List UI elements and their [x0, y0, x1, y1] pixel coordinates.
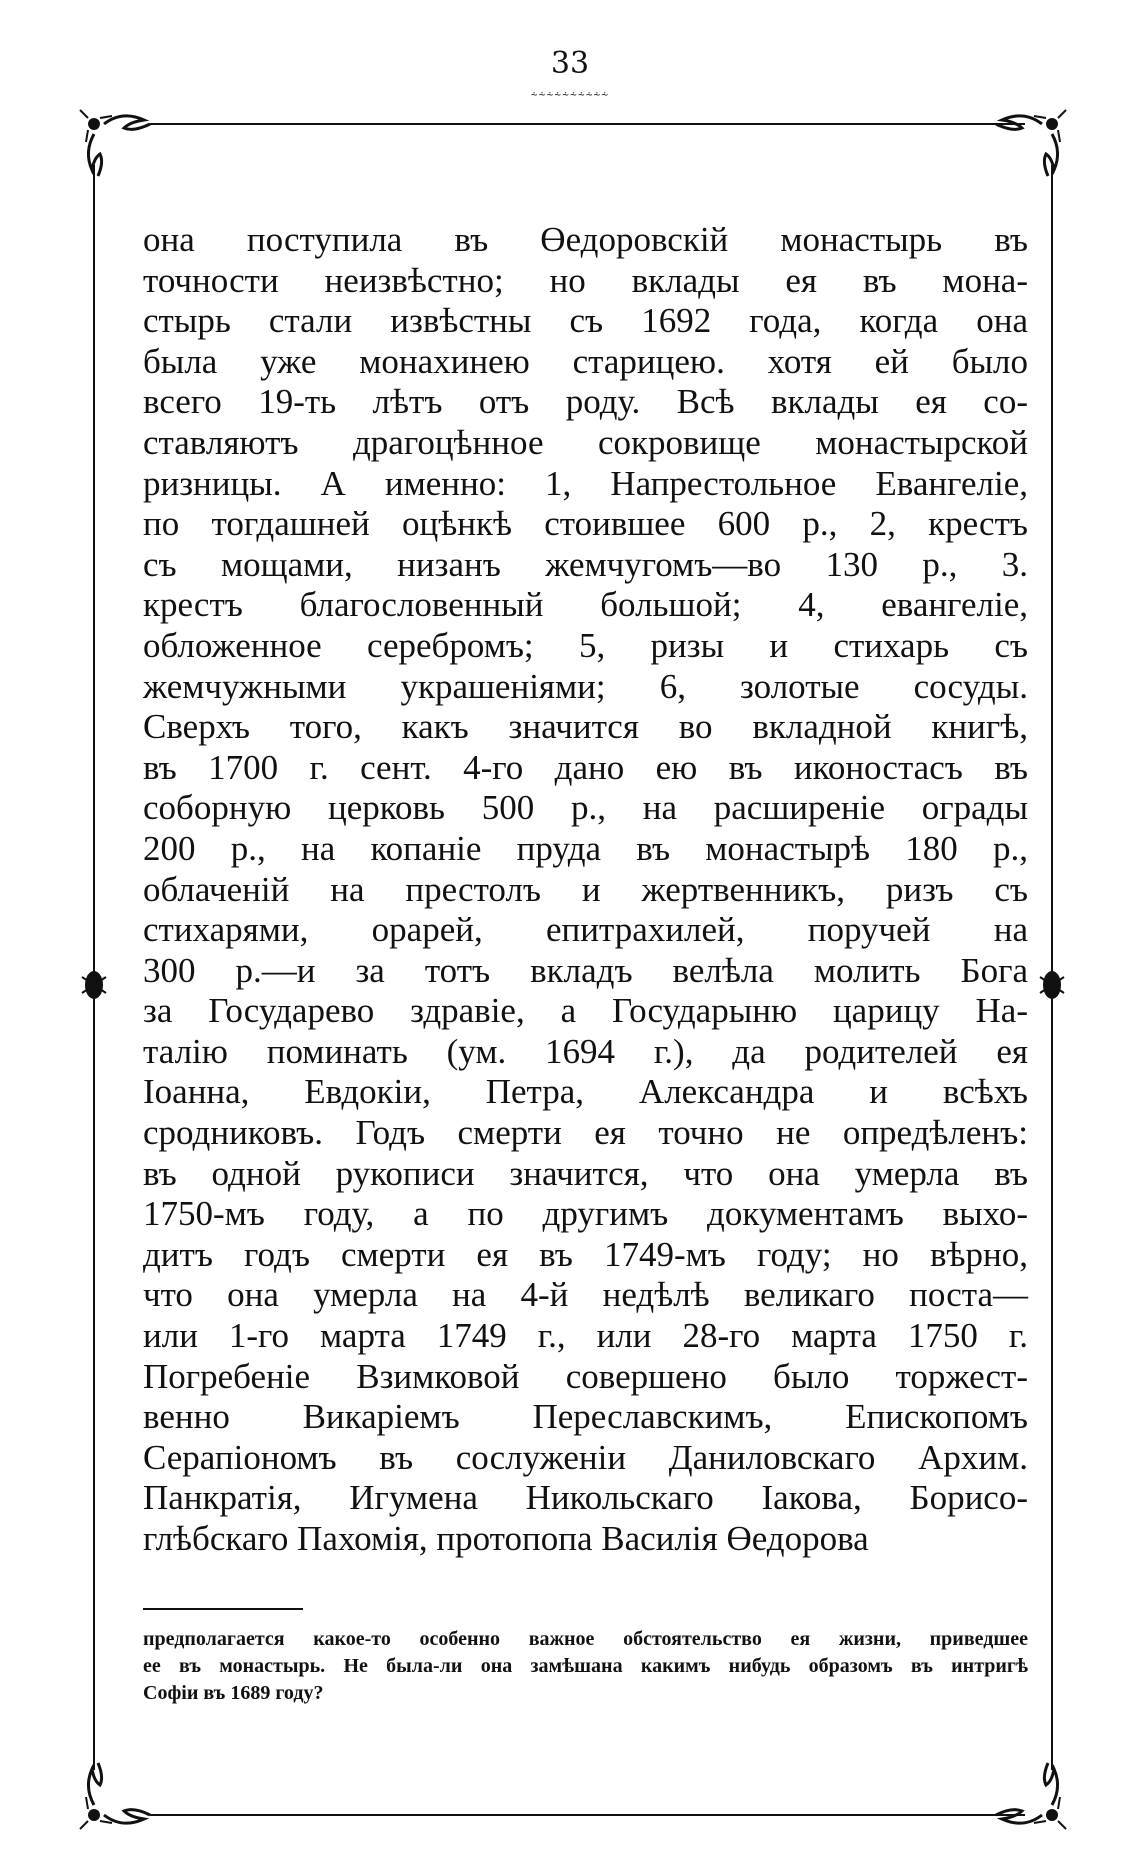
main-text-block: [143, 220, 1028, 1560]
text-line: стырь стали извѣстны съ 1692 года, когда она: [143, 301, 1028, 341]
text-line: Панкратія, Игумена Никольскаго Іакова, Борисо-: [143, 1478, 1028, 1518]
text-line: Погребеніе Взимковой совершено было торжест-: [143, 1356, 1028, 1396]
text-line: соборную церковь 500 р., на расширеніе ограды: [143, 788, 1028, 828]
page-number: 33: [550, 46, 590, 81]
text-line: всего 19-ть лѣтъ отъ роду. Всѣ вклады ея со-: [143, 382, 1028, 422]
corner-ornament-top-right: [996, 110, 1066, 176]
footnote-separator: [143, 1608, 303, 1610]
corner-ornament-top-left: [80, 110, 150, 176]
text-line: облаченій на престолъ и жертвенникъ, ризъ съ: [143, 869, 1028, 909]
text-line: глѣбскаго Пахомія, протопопа Василія Өедорова: [143, 1519, 869, 1558]
text-line: Серапіономъ въ сослуженіи Даниловскаго Архим.: [143, 1437, 1028, 1477]
text-line: была уже монахинею старицею. хотя ей было: [143, 341, 1028, 381]
footnote-line: предполагается какое-то особенно важное обстоятельство ея жизни, приведшее: [143, 1628, 1028, 1650]
text-line: обложенное серебромъ; 5, ризы и стихарь съ: [143, 625, 1028, 665]
page-number-underline: ⸞⸞⸞⸞⸞⸞⸞⸞⸞⸞: [530, 88, 610, 102]
text-line: она поступила въ Өедоровскій монастырь въ: [143, 220, 1028, 259]
text-line: крестъ благословенный большой; 4, евангеліе,: [143, 585, 1028, 625]
footnote-line: ее въ монастырь. Не была-ли она замѣшана какимъ нибудь образомъ въ интригѣ: [143, 1655, 1028, 1677]
text-line: 300 р.—и за тотъ вкладъ велѣла молить Бога: [143, 950, 1028, 990]
text-line: ризницы. А именно: 1, Напрестольное Евангеліе,: [143, 463, 1028, 503]
corner-ornament-bottom-right: [996, 1763, 1066, 1829]
text-line: съ мощами, низанъ жемчугомъ—во 130 р., 3.: [143, 544, 1028, 584]
text-line: что она умерла на 4-й недѣлѣ великаго поста—: [143, 1275, 1028, 1315]
text-line: за Государево здравіе, а Государыню царицу На-: [143, 991, 1028, 1031]
text-line: стихарями, орарей, епитрахилей, поручей на: [143, 910, 1028, 950]
text-line: дитъ годъ смерти ея въ 1749-мъ году; но вѣрно,: [143, 1234, 1028, 1274]
text-line: Іоанна, Евдокіи, Петра, Александра и всѣхъ: [143, 1072, 1028, 1112]
text-line: жемчужными украшеніями; 6, золотые сосуды.: [143, 666, 1028, 706]
text-line: точности неизвѣстно; но вклады ея въ мона-: [143, 260, 1028, 300]
text-line: въ одной рукописи значится, что она умерла въ: [143, 1153, 1028, 1193]
text-line: венно Викаріемъ Переславскимъ, Епископомъ: [143, 1397, 1028, 1437]
corner-ornament-bottom-left: [80, 1763, 150, 1829]
footnote-line: Софіи въ 1689 году?: [143, 1682, 324, 1704]
text-line: или 1-го марта 1749 г., или 28-го марта 1750 г.: [143, 1316, 1028, 1356]
text-line: Сверхъ того, какъ значится во вкладной книгѣ,: [143, 707, 1028, 747]
text-line: ставляютъ драгоцѣнное сокровище монастырской: [143, 422, 1028, 462]
text-line: талію поминать (ум. 1694 г.), да родителей ея: [143, 1031, 1028, 1071]
text-line: въ 1700 г. сент. 4-го дано ею въ иконостасъ въ: [143, 747, 1028, 787]
side-ornament-right: [1040, 963, 1064, 1007]
text-line: 200 р., на копаніе пруда въ монастырѣ 180 р.,: [143, 828, 1028, 868]
side-ornament-left: [82, 963, 106, 1007]
text-line: сродниковъ. Годъ смерти ея точно не опредѣленъ:: [143, 1113, 1028, 1153]
footnote-block: [143, 1626, 1028, 1707]
text-line: 1750-мъ году, а по другимъ документамъ выхо-: [143, 1194, 1028, 1234]
text-line: по тогдашней оцѣнкѣ стоившее 600 р., 2, крестъ: [143, 504, 1028, 544]
